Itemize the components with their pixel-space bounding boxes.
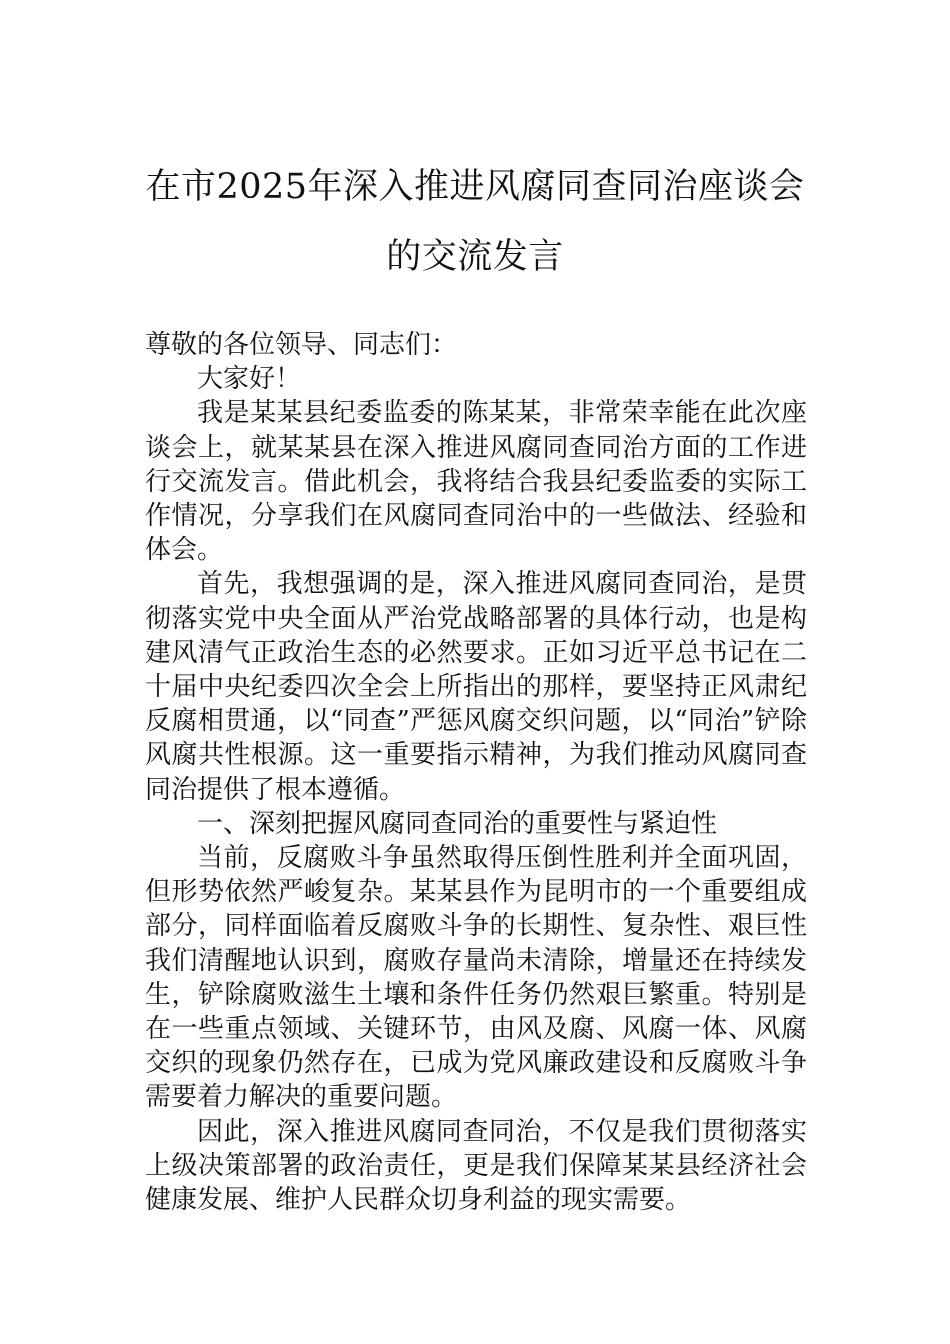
paragraph-intro: 我是某某县纪委监委的陈某某，非常荣幸能在此次座谈会上，就某某县在深入推进风腐同查同治方面的工作进行交流发言。借此机会，我将结合我县纪委监委的实际工作情况，分享我们在风腐同查同治中的一些做法、经验和体会。 <box>145 398 807 566</box>
paragraph-conclusion: 因此，深入推进风腐同查同治，不仅是我们贯彻落实上级决策部署的政治责任，更是我们保障某某县经济社会健康发展、维护人民群众切身利益的现实需要。 <box>145 1116 807 1216</box>
salutation: 尊敬的各位领导、同志们： <box>145 330 458 360</box>
greeting: 大家好！ <box>197 364 302 395</box>
document-title-line-1: 在市2025年深入推进风腐同查同治座谈会 <box>145 167 805 207</box>
section-heading-1: 一、深刻把握风腐同查同治的重要性与紧迫性 <box>197 808 718 839</box>
paragraph-emphasis: 首先，我想强调的是，深入推进风腐同查同治，是贯彻落实党中央全面从严治党战略部署的具体行动，也是构建风清气正政治生态的必然要求。正如习近平总书记在二十届中央纪委四次全会上所指出的那样，要坚持正风肃纪反腐相贯通，以“同查”严惩风腐交织问题，以“同治”铲除风腐共性根源。这一重要指示精神，为我们推动风腐同查同治提供了根本遵循。 <box>145 569 807 805</box>
document-body <box>145 328 807 1217</box>
document-title-line-2: 的交流发言 <box>386 237 564 277</box>
paragraph-situation: 当前，反腐败斗争虽然取得压倒性胜利并全面巩固，但形势依然严峻复杂。某某县作为昆明市的一个重要组成部分，同样面临着反腐败斗争的长期性、复杂性、艰巨性我们清醒地认识到，腐败存量尚未清除，增量还在持续发生，铲除腐败滋生土壤和条件任务仍然艰巨繁重。特别是在一些重点领域、关键环节，由风及腐、风腐一体、风腐交织的现象仍然存在，已成为党风廉政建设和反腐败斗争需要着力解决的重要问题。 <box>145 843 807 1113</box>
